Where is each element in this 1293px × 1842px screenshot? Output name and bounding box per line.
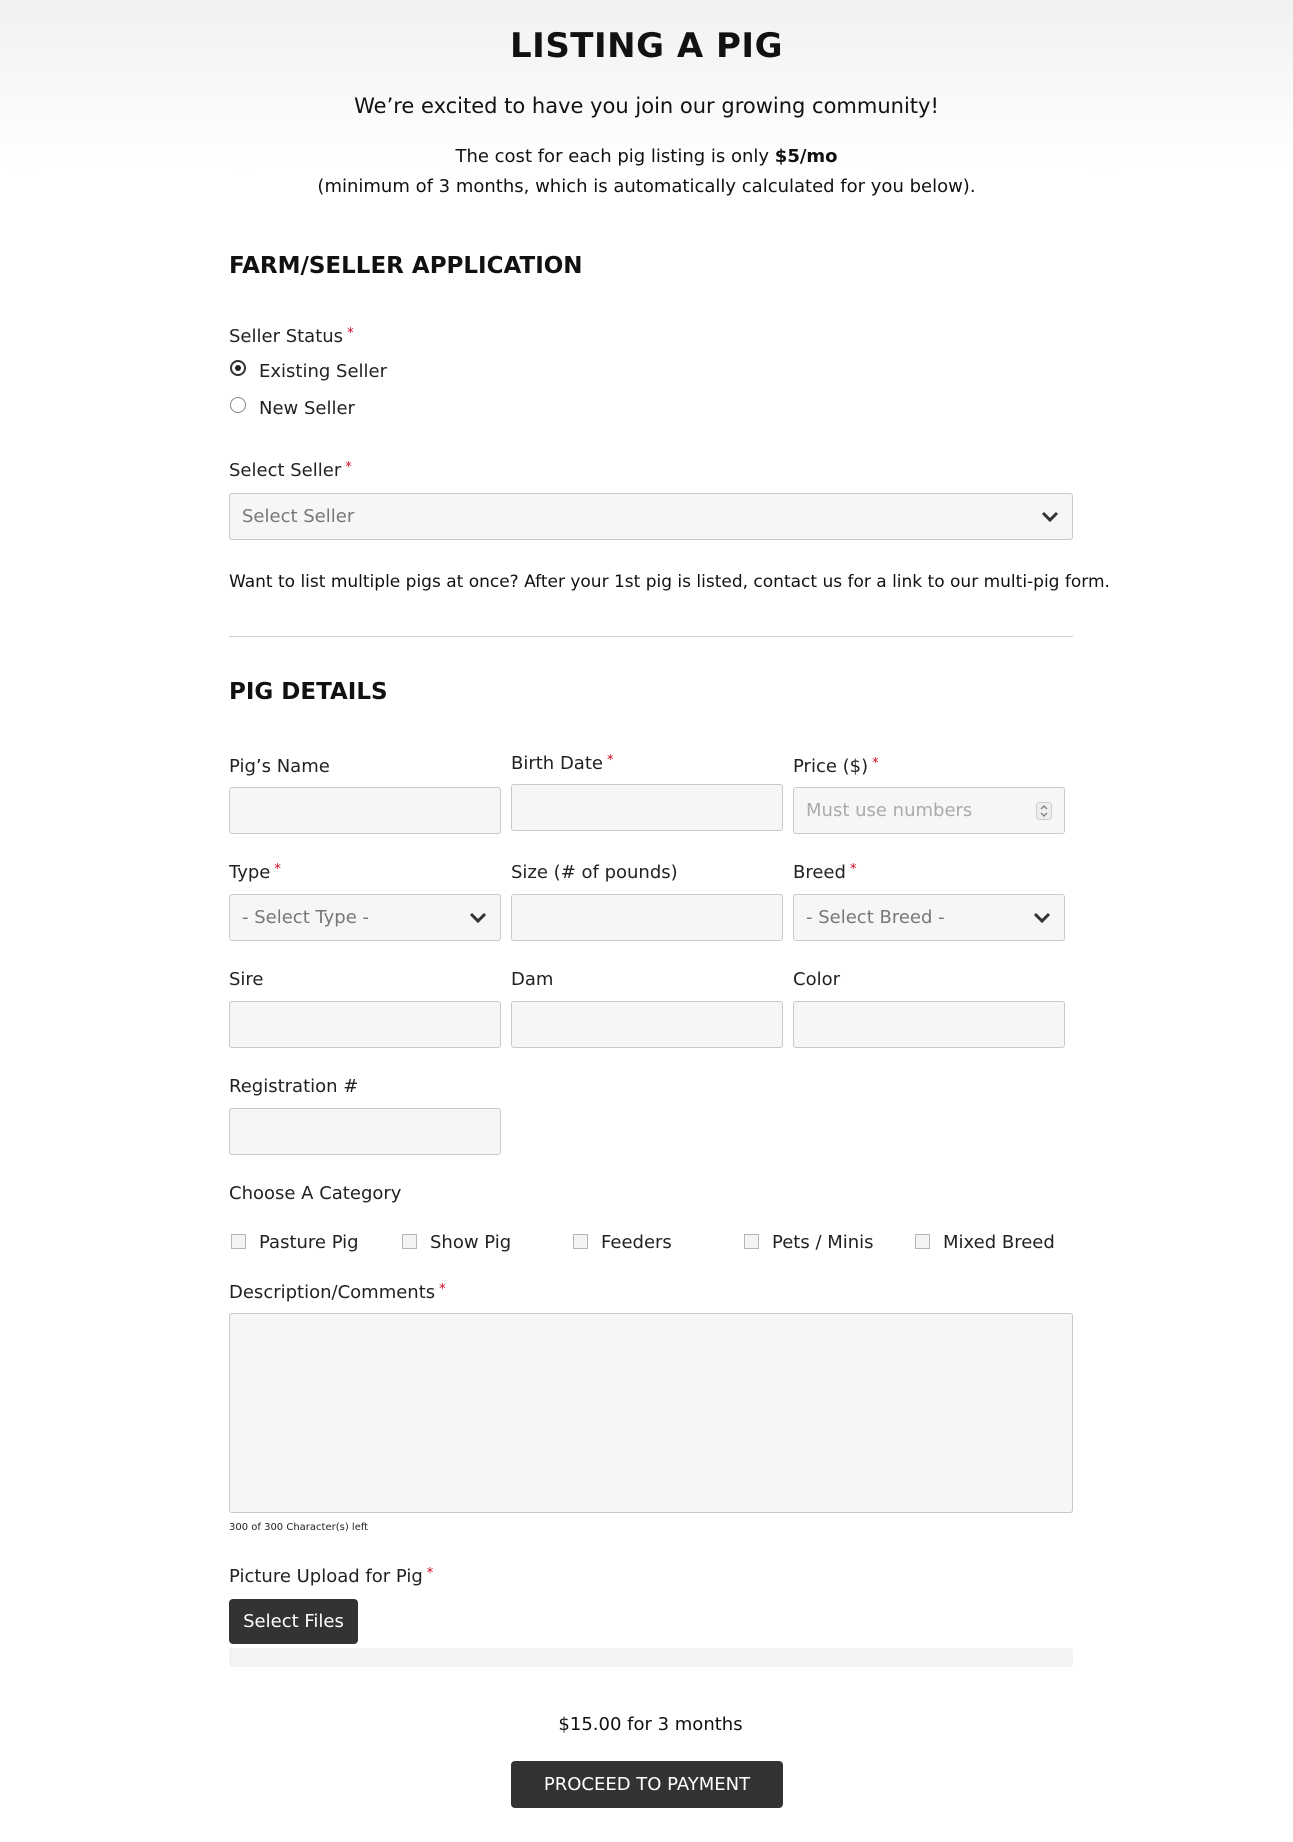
category-label: Choose A Category bbox=[229, 1183, 402, 1204]
seller-section-heading: FARM/SELLER APPLICATION bbox=[229, 253, 583, 279]
dam-input[interactable] bbox=[511, 1001, 783, 1048]
pig-name-label: Pig’s Name bbox=[229, 756, 330, 777]
character-counter: 300 of 300 Character(s) left bbox=[229, 1522, 369, 1533]
radio-new-seller[interactable] bbox=[230, 397, 246, 413]
radio-new-seller-label[interactable]: New Seller bbox=[259, 398, 355, 419]
sire-label: Sire bbox=[229, 969, 264, 990]
pig-section-heading: PIG DETAILS bbox=[229, 679, 388, 705]
type-dropdown[interactable] bbox=[229, 894, 501, 941]
total-price: $15.00 for 3 months bbox=[558, 1714, 743, 1735]
type-value: - Select Type - bbox=[242, 907, 370, 928]
checkbox-show-pig[interactable] bbox=[402, 1234, 417, 1249]
select-seller-label bbox=[229, 460, 352, 481]
color-label: Color bbox=[793, 969, 840, 990]
cost-price: $5/mo bbox=[774, 146, 838, 167]
description-textarea[interactable] bbox=[229, 1313, 1073, 1513]
price-label-text: Price ($) bbox=[793, 756, 869, 777]
type-label bbox=[229, 862, 281, 883]
radio-existing-seller[interactable] bbox=[230, 360, 246, 376]
size-input[interactable] bbox=[511, 894, 783, 941]
checkbox-pasture-pig[interactable] bbox=[231, 1234, 246, 1249]
size-label: Size (# of pounds) bbox=[511, 862, 678, 883]
required-mark: * bbox=[439, 1282, 446, 1297]
upload-label bbox=[229, 1566, 433, 1587]
pig-name-input[interactable] bbox=[229, 787, 501, 834]
breed-label-text: Breed bbox=[793, 862, 846, 883]
checkbox-feeders[interactable] bbox=[573, 1234, 588, 1249]
breed-dropdown[interactable] bbox=[793, 894, 1065, 941]
upload-label-text: Picture Upload for Pig bbox=[229, 1566, 423, 1587]
cost-text bbox=[0, 146, 1293, 167]
required-mark: * bbox=[606, 753, 614, 768]
checkbox-pasture-pig-label[interactable]: Pasture Pig bbox=[259, 1232, 359, 1253]
checkbox-pets-minis-label[interactable]: Pets / Minis bbox=[772, 1232, 874, 1253]
required-mark: * bbox=[849, 862, 857, 877]
registration-input[interactable] bbox=[229, 1108, 501, 1155]
seller-status-label-text: Seller Status bbox=[229, 326, 344, 347]
color-input[interactable] bbox=[793, 1001, 1065, 1048]
type-label-text: Type bbox=[229, 862, 271, 883]
required-mark: * bbox=[872, 756, 879, 771]
select-files-button[interactable]: Select Files bbox=[229, 1599, 358, 1644]
dam-label: Dam bbox=[511, 969, 554, 990]
cost-note: (minimum of 3 months, which is automatically calculated for you below). bbox=[317, 176, 976, 197]
select-seller-value: Select Seller bbox=[242, 506, 355, 527]
price-placeholder: Must use numbers bbox=[806, 800, 973, 821]
sire-input[interactable] bbox=[229, 1001, 501, 1048]
checkbox-show-pig-label[interactable]: Show Pig bbox=[430, 1232, 512, 1253]
upload-dropzone[interactable] bbox=[229, 1648, 1073, 1667]
registration-label: Registration # bbox=[229, 1076, 359, 1097]
checkbox-mixed-breed-label[interactable]: Mixed Breed bbox=[943, 1232, 1055, 1253]
cost-prefix: The cost for each pig listing is only bbox=[455, 146, 775, 167]
checkbox-mixed-breed[interactable] bbox=[915, 1234, 930, 1249]
select-seller-dropdown[interactable] bbox=[229, 493, 1073, 540]
section-divider bbox=[229, 636, 1073, 637]
proceed-to-payment-button[interactable]: PROCEED TO PAYMENT bbox=[511, 1761, 783, 1808]
page-title: LISTING A PIG bbox=[510, 26, 783, 66]
seller-status-label bbox=[229, 326, 354, 347]
required-mark: * bbox=[426, 1566, 434, 1581]
description-label-text: Description/Comments bbox=[229, 1282, 436, 1303]
multi-pig-note: Want to list multiple pigs at once? After your 1st pig is listed, contact us for a link to our multi-pig form. bbox=[229, 572, 1110, 592]
breed-value: - Select Breed - bbox=[806, 907, 945, 928]
birth-date-label bbox=[511, 753, 613, 774]
chevron-down-icon bbox=[468, 911, 488, 925]
required-mark: * bbox=[274, 862, 281, 877]
welcome-text: We’re excited to have you join our growing community! bbox=[354, 94, 939, 118]
chevron-down-icon bbox=[1040, 510, 1060, 524]
checkbox-pets-minis[interactable] bbox=[744, 1234, 759, 1249]
required-mark: * bbox=[347, 326, 354, 341]
checkbox-feeders-label[interactable]: Feeders bbox=[601, 1232, 672, 1253]
price-input[interactable] bbox=[793, 787, 1065, 834]
required-mark: * bbox=[345, 460, 352, 475]
description-label bbox=[229, 1282, 446, 1303]
breed-label bbox=[793, 862, 856, 883]
chevron-down-icon bbox=[1032, 911, 1052, 925]
select-seller-label-text: Select Seller bbox=[229, 460, 342, 481]
spinner-arrows-icon[interactable] bbox=[1036, 802, 1052, 820]
birth-date-label-text: Birth Date bbox=[511, 753, 603, 774]
birth-date-input[interactable] bbox=[511, 784, 783, 831]
radio-existing-seller-label[interactable]: Existing Seller bbox=[259, 361, 387, 382]
price-label bbox=[793, 756, 879, 777]
